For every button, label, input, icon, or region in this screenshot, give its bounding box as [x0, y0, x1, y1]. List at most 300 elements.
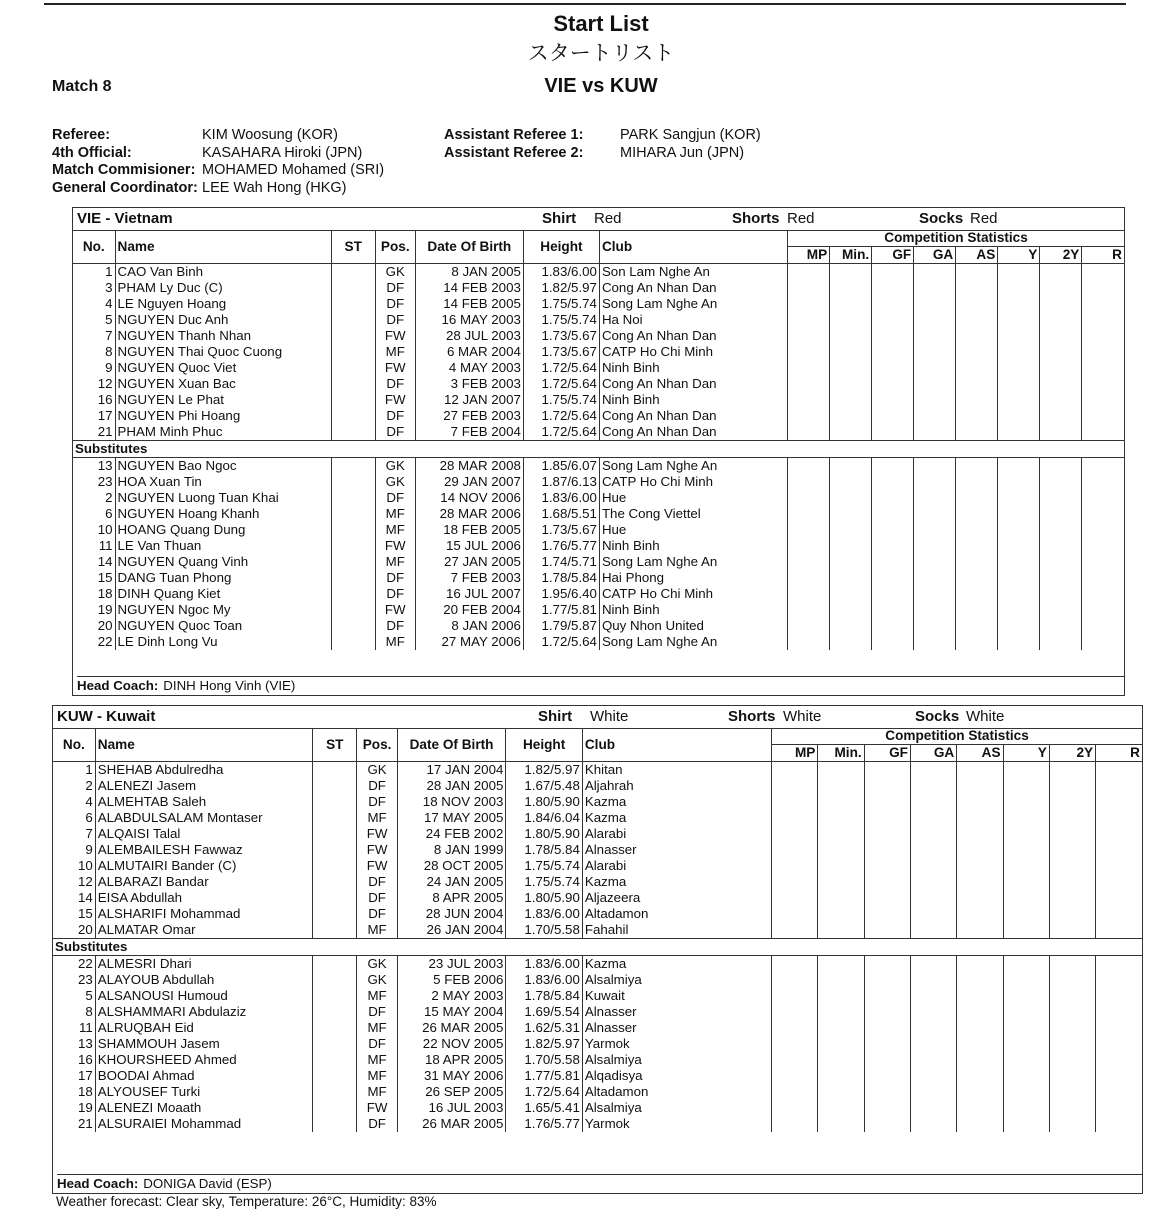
stat-cell: [818, 810, 864, 826]
stat-cell: [872, 618, 914, 634]
player-club: Kuwait: [582, 988, 771, 1004]
player-dob: 28 MAR 2006: [415, 506, 523, 522]
player-name: SHEHAB Abdulredha: [95, 762, 312, 779]
stat-cell: [957, 956, 1003, 973]
player-name: ALENEZI Jasem: [95, 778, 312, 794]
player-number: 10: [53, 858, 95, 874]
fourth-official-value: KASAHARA Hiroki (JPN): [202, 144, 363, 161]
player-club: Alsalmiya: [582, 1100, 771, 1116]
stat-header-y: Y: [1003, 745, 1049, 762]
stat-cell: [957, 1004, 1003, 1020]
stat-cell: [772, 1020, 818, 1036]
player-club: Alnasser: [582, 1004, 771, 1020]
player-st: [331, 376, 375, 392]
player-row: [73, 554, 1124, 570]
player-row: [53, 956, 1142, 973]
stat-cell: [957, 890, 1003, 906]
player-height: 1.73/5.67: [523, 522, 599, 538]
shirt-label: Shirt: [542, 210, 577, 227]
player-row: [73, 506, 1124, 522]
player-name: ALMEHTAB Saleh: [95, 794, 312, 810]
player-row: [53, 842, 1142, 858]
stat-cell: [872, 522, 914, 538]
stat-cell: [914, 376, 956, 392]
stat-cell: [956, 570, 998, 586]
stat-cell: [818, 842, 864, 858]
stat-cell: [998, 602, 1040, 618]
stat-cell: [788, 296, 830, 312]
player-club: Alnasser: [582, 1020, 771, 1036]
stat-cell: [830, 586, 872, 602]
stat-cell: [1096, 810, 1142, 826]
player-position: MF: [357, 810, 397, 826]
stat-header-r: R: [1082, 247, 1124, 264]
player-number: 6: [73, 506, 115, 522]
stat-cell: [1040, 264, 1082, 281]
player-name: ALSHARIFI Mohammad: [95, 906, 312, 922]
stat-cell: [1040, 618, 1082, 634]
stat-cell: [1003, 906, 1049, 922]
stat-cell: [818, 1020, 864, 1036]
player-dob: 4 MAY 2003: [415, 360, 523, 376]
stat-cell: [830, 602, 872, 618]
substitutes-label: Substitutes: [73, 441, 1124, 458]
stat-cell: [872, 474, 914, 490]
stat-cell: [772, 874, 818, 890]
player-position: MF: [375, 634, 415, 650]
player-number: 14: [73, 554, 115, 570]
stat-cell: [1049, 762, 1095, 779]
col-height-header: Height: [506, 728, 582, 762]
stat-cell: [910, 1100, 956, 1116]
player-position: FW: [357, 842, 397, 858]
stat-cell: [1082, 522, 1124, 538]
stat-cell: [864, 810, 910, 826]
player-name: ALEMBAILESH Fawwaz: [95, 842, 312, 858]
stat-cell: [998, 506, 1040, 522]
player-dob: 8 APR 2005: [397, 890, 506, 906]
stat-cell: [1096, 1068, 1142, 1084]
stat-cell: [957, 1036, 1003, 1052]
player-name: NGUYEN Quang Vinh: [115, 554, 331, 570]
player-club: Cong An Nhan Dan: [599, 328, 787, 344]
stat-cell: [914, 602, 956, 618]
player-st: [331, 312, 375, 328]
stat-cell: [772, 1116, 818, 1132]
player-height: 1.76/5.77: [523, 538, 599, 554]
player-club: Ninh Binh: [599, 360, 787, 376]
stat-cell: [830, 458, 872, 475]
stat-cell: [872, 634, 914, 650]
stat-cell: [1049, 1020, 1095, 1036]
stat-cell: [864, 1052, 910, 1068]
stat-cell: [818, 826, 864, 842]
substitutes-label: Substitutes: [53, 939, 1142, 956]
player-name: PHAM Minh Phuc: [115, 424, 331, 441]
col-dob-header: Date Of Birth: [415, 230, 523, 264]
assistant-referee-2-value: MIHARA Jun (JPN): [620, 144, 745, 161]
player-st: [331, 522, 375, 538]
socks-color: Red: [970, 210, 998, 227]
stat-cell: [772, 842, 818, 858]
stat-cell: [1082, 634, 1124, 650]
col-name-header: Name: [115, 230, 331, 264]
stat-cell: [788, 522, 830, 538]
player-position: DF: [375, 424, 415, 441]
stat-cell: [830, 328, 872, 344]
player-dob: 27 MAY 2006: [415, 634, 523, 650]
stat-cell: [830, 490, 872, 506]
stat-header-as: AS: [957, 745, 1003, 762]
player-number: 20: [53, 922, 95, 939]
stat-cell: [956, 280, 998, 296]
player-number: 4: [53, 794, 95, 810]
stat-cell: [1040, 474, 1082, 490]
assistant-referee-2-label: Assistant Referee 2:: [444, 144, 584, 161]
player-row: [73, 328, 1124, 344]
stat-cell: [818, 1036, 864, 1052]
stat-cell: [830, 506, 872, 522]
player-name: ALBARAZI Bandar: [95, 874, 312, 890]
stat-cell: [910, 956, 956, 973]
player-number: 18: [53, 1084, 95, 1100]
stat-cell: [957, 842, 1003, 858]
stat-cell: [914, 490, 956, 506]
stat-cell: [830, 344, 872, 360]
stat-cell: [818, 922, 864, 939]
player-position: GK: [375, 474, 415, 490]
player-st: [313, 1020, 357, 1036]
stat-cell: [1096, 874, 1142, 890]
player-position: FW: [357, 826, 397, 842]
stat-cell: [1003, 762, 1049, 779]
player-row: [73, 618, 1124, 634]
player-height: 1.65/5.41: [506, 1100, 582, 1116]
player-height: 1.67/5.48: [506, 778, 582, 794]
player-st: [313, 1100, 357, 1116]
player-position: MF: [357, 1020, 397, 1036]
player-name: ALSHAMMARI Abdulaziz: [95, 1004, 312, 1020]
player-dob: 31 MAY 2006: [397, 1068, 506, 1084]
player-dob: 7 FEB 2004: [415, 424, 523, 441]
player-club: Hue: [599, 490, 787, 506]
stat-cell: [1040, 424, 1082, 441]
stat-cell: [1040, 538, 1082, 554]
player-number: 13: [73, 458, 115, 475]
player-position: GK: [357, 762, 397, 779]
stat-cell: [1082, 570, 1124, 586]
stat-cell: [872, 296, 914, 312]
player-position: MF: [357, 922, 397, 939]
col-name-header: Name: [95, 728, 312, 762]
stat-cell: [818, 1004, 864, 1020]
col-no-header: No.: [53, 728, 95, 762]
stat-cell: [1096, 762, 1142, 779]
stat-cell: [872, 376, 914, 392]
player-name: ALMESRI Dhari: [95, 956, 312, 973]
player-number: 9: [53, 842, 95, 858]
stat-cell: [788, 602, 830, 618]
player-height: 1.72/5.64: [523, 634, 599, 650]
stat-cell: [830, 634, 872, 650]
player-dob: 6 MAR 2004: [415, 344, 523, 360]
stat-cell: [1040, 392, 1082, 408]
stat-cell: [1003, 1068, 1049, 1084]
stat-cell: [830, 618, 872, 634]
stat-cell: [1003, 778, 1049, 794]
stat-cell: [818, 1100, 864, 1116]
player-number: 8: [73, 344, 115, 360]
player-row: [53, 1004, 1142, 1020]
player-number: 1: [53, 762, 95, 779]
stat-cell: [998, 296, 1040, 312]
player-row: [73, 458, 1124, 475]
player-name: ALENEZI Moaath: [95, 1100, 312, 1116]
player-club: Cong An Nhan Dan: [599, 280, 787, 296]
player-club: Altadamon: [582, 1084, 771, 1100]
player-height: 1.72/5.64: [523, 376, 599, 392]
player-height: 1.83/6.00: [523, 490, 599, 506]
stat-cell: [1040, 522, 1082, 538]
stat-cell: [957, 1116, 1003, 1132]
player-position: MF: [357, 1052, 397, 1068]
player-number: 3: [73, 280, 115, 296]
stat-cell: [910, 842, 956, 858]
general-coordinator-label: General Coordinator:: [52, 179, 198, 196]
player-st: [331, 344, 375, 360]
player-dob: 17 MAY 2005: [397, 810, 506, 826]
head-coach-name: DONIGA David (ESP): [143, 1176, 272, 1191]
player-dob: 26 SEP 2005: [397, 1084, 506, 1100]
stat-cell: [1003, 874, 1049, 890]
team-block-1: [52, 705, 1143, 1194]
player-position: DF: [375, 586, 415, 602]
stat-cell: [818, 1084, 864, 1100]
player-club: Aljahrah: [582, 778, 771, 794]
socks-label: Socks: [915, 708, 960, 725]
player-name: NGUYEN Ngoc My: [115, 602, 331, 618]
stat-cell: [998, 634, 1040, 650]
player-position: DF: [375, 376, 415, 392]
stat-header-min: Min.: [830, 247, 872, 264]
stat-cell: [1049, 1052, 1095, 1068]
player-st: [313, 972, 357, 988]
player-height: 1.72/5.64: [523, 424, 599, 441]
player-row: [53, 1068, 1142, 1084]
stat-cell: [772, 972, 818, 988]
stat-cell: [957, 1084, 1003, 1100]
player-name: LE Dinh Long Vu: [115, 634, 331, 650]
stat-cell: [1003, 1100, 1049, 1116]
stat-cell: [1082, 344, 1124, 360]
player-row: [53, 972, 1142, 988]
player-height: 1.75/5.74: [506, 858, 582, 874]
player-st: [331, 602, 375, 618]
stat-header-gf: GF: [872, 247, 914, 264]
stat-cell: [788, 280, 830, 296]
player-st: [313, 1052, 357, 1068]
player-position: DF: [357, 794, 397, 810]
stat-cell: [1096, 1084, 1142, 1100]
stat-cell: [772, 1100, 818, 1116]
player-st: [313, 1116, 357, 1132]
stat-header-mp: MP: [772, 745, 818, 762]
player-name: ALABDULSALAM Montaser: [95, 810, 312, 826]
stat-cell: [1040, 360, 1082, 376]
player-number: 17: [53, 1068, 95, 1084]
page-subtitle: スタートリスト: [527, 42, 675, 65]
player-position: DF: [357, 874, 397, 890]
stat-cell: [818, 906, 864, 922]
player-height: 1.78/5.84: [523, 570, 599, 586]
player-height: 1.83/6.00: [506, 956, 582, 973]
stat-cell: [1082, 506, 1124, 522]
stat-cell: [788, 634, 830, 650]
player-height: 1.74/5.71: [523, 554, 599, 570]
stat-cell: [956, 538, 998, 554]
player-dob: 16 JUL 2007: [415, 586, 523, 602]
stat-cell: [788, 360, 830, 376]
stat-cell: [1096, 794, 1142, 810]
player-position: DF: [375, 618, 415, 634]
stat-cell: [910, 988, 956, 1004]
player-row: [53, 826, 1142, 842]
stat-cell: [914, 506, 956, 522]
player-height: 1.82/5.97: [523, 280, 599, 296]
player-st: [331, 634, 375, 650]
stat-cell: [1082, 618, 1124, 634]
player-st: [313, 842, 357, 858]
player-club: Quy Nhon United: [599, 618, 787, 634]
stat-cell: [864, 1004, 910, 1020]
stat-cell: [872, 392, 914, 408]
stat-cell: [872, 264, 914, 281]
player-club: Ha Noi: [599, 312, 787, 328]
player-st: [331, 264, 375, 281]
col-club-header: Club: [582, 728, 771, 762]
player-dob: 8 JAN 1999: [397, 842, 506, 858]
stat-cell: [1003, 794, 1049, 810]
player-number: 12: [53, 874, 95, 890]
stat-cell: [956, 408, 998, 424]
weather-forecast: Weather forecast: Clear sky, Temperature: 26°C, Humidity: 83%: [56, 1194, 437, 1209]
stat-cell: [910, 1116, 956, 1132]
match-commissioner-value: MOHAMED Mohamed (SRI): [202, 162, 385, 178]
stat-cell: [772, 1004, 818, 1020]
shirt-label: Shirt: [538, 708, 573, 725]
stat-cell: [864, 826, 910, 842]
player-height: 1.78/5.84: [506, 988, 582, 1004]
player-height: 1.73/5.67: [523, 328, 599, 344]
player-row: [73, 392, 1124, 408]
stat-cell: [1040, 506, 1082, 522]
player-position: FW: [357, 1100, 397, 1116]
stat-cell: [998, 490, 1040, 506]
head-coach: [57, 1174, 1142, 1191]
player-height: 1.84/6.04: [506, 810, 582, 826]
stat-cell: [788, 344, 830, 360]
stat-header-2y: 2Y: [1049, 745, 1095, 762]
player-height: 1.95/6.40: [523, 586, 599, 602]
officials-left: [52, 127, 432, 197]
stat-cell: [864, 906, 910, 922]
player-club: CATP Ho Chi Minh: [599, 344, 787, 360]
player-st: [313, 762, 357, 779]
player-club: Alnasser: [582, 842, 771, 858]
stat-cell: [910, 778, 956, 794]
player-st: [313, 1004, 357, 1020]
team-name: VIE - Vietnam: [77, 210, 173, 227]
player-position: DF: [375, 296, 415, 312]
player-st: [331, 360, 375, 376]
player-number: 11: [73, 538, 115, 554]
player-club: Son Lam Nghe An: [599, 264, 787, 281]
stat-cell: [998, 618, 1040, 634]
player-club: Cong An Nhan Dan: [599, 376, 787, 392]
stat-header-ga: GA: [910, 745, 956, 762]
stat-cell: [957, 988, 1003, 1004]
stat-cell: [998, 312, 1040, 328]
player-dob: 17 JAN 2004: [397, 762, 506, 779]
stat-cell: [914, 586, 956, 602]
stat-cell: [788, 490, 830, 506]
stat-cell: [914, 424, 956, 441]
player-dob: 24 FEB 2002: [397, 826, 506, 842]
player-club: Alsalmiya: [582, 1052, 771, 1068]
substitutes-row: [73, 441, 1124, 458]
player-name: NGUYEN Bao Ngoc: [115, 458, 331, 475]
stat-cell: [957, 1020, 1003, 1036]
player-number: 5: [53, 988, 95, 1004]
stat-cell: [1040, 554, 1082, 570]
stat-cell: [788, 424, 830, 441]
player-name: ALMATAR Omar: [95, 922, 312, 939]
player-club: Cong An Nhan Dan: [599, 408, 787, 424]
stat-cell: [788, 312, 830, 328]
stat-cell: [957, 1052, 1003, 1068]
player-row: [73, 490, 1124, 506]
shorts-label: Shorts: [732, 210, 780, 227]
player-row: [73, 264, 1124, 281]
player-dob: 12 JAN 2007: [415, 392, 523, 408]
player-height: 1.69/5.54: [506, 1004, 582, 1020]
player-dob: 28 JUN 2004: [397, 906, 506, 922]
stat-cell: [956, 522, 998, 538]
stat-cell: [830, 264, 872, 281]
stat-cell: [1049, 922, 1095, 939]
player-dob: 27 JAN 2005: [415, 554, 523, 570]
player-st: [331, 538, 375, 554]
stat-cell: [957, 906, 1003, 922]
player-name: NGUYEN Thanh Nhan: [115, 328, 331, 344]
stat-cell: [1082, 312, 1124, 328]
player-club: The Cong Viettel: [599, 506, 787, 522]
stat-cell: [1049, 1004, 1095, 1020]
stat-cell: [1049, 972, 1095, 988]
stat-cell: [998, 280, 1040, 296]
stat-header-2y: 2Y: [1040, 247, 1082, 264]
stat-cell: [818, 1116, 864, 1132]
player-row: [73, 312, 1124, 328]
roster-table: [73, 230, 1124, 650]
stat-cell: [910, 1004, 956, 1020]
player-number: 8: [53, 1004, 95, 1020]
head-coach-name: DINH Hong Vinh (VIE): [163, 678, 296, 693]
player-st: [331, 618, 375, 634]
stat-cell: [956, 490, 998, 506]
player-row: [53, 794, 1142, 810]
player-position: FW: [375, 602, 415, 618]
